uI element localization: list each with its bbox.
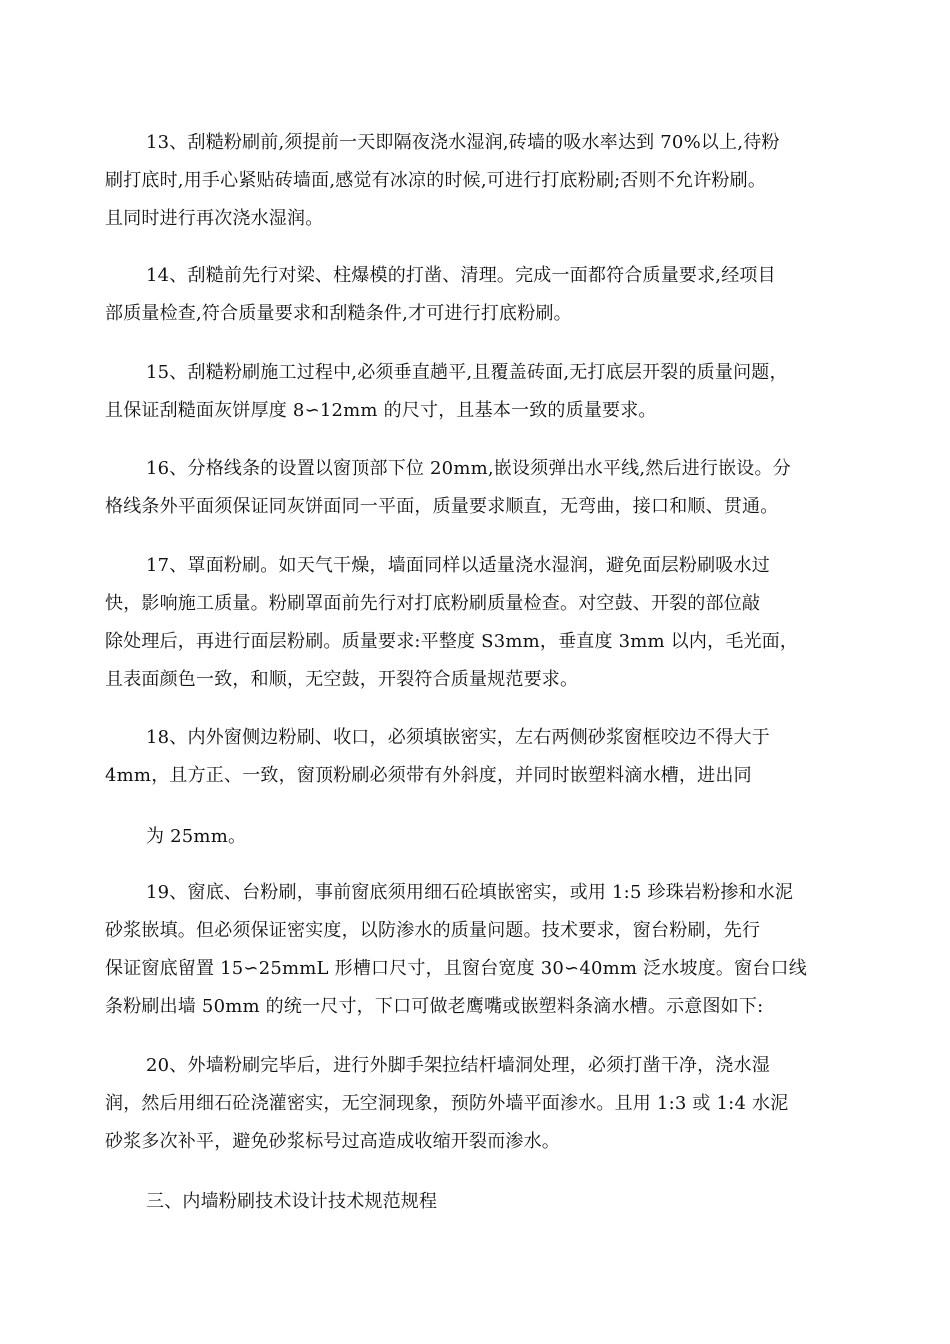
section-heading: 三、内墙粉刷技术设计技术规范规程: [146, 1191, 438, 1212]
paragraph-15-line-1: 15、刮糙粉刷施工过程中,必须垂直趟平,且覆盖砖面,无打底层开裂的质量问题，: [146, 362, 788, 383]
paragraph-19-line-1: 19、窗底、台粉刷，事前窗底须用细石砼填嵌密实，或用 1:5 珍珠岩粉掺和水泥: [146, 882, 794, 903]
paragraph-17-line-2: 快，影响施工质量。粉刷罩面前先行对打底粉刷质量检查。对空鼓、开裂的部位敲: [105, 593, 761, 614]
paragraph-20-line-3: 砂浆多次补平，避免砂浆标号过高造成收缩开裂而渗水。: [105, 1131, 560, 1152]
paragraph-19-line-3: 保证窗底留置 15∽25mmL 形槽口尺寸，且窗台宽度 30∽40mm 泛水坡度。窗台口线: [105, 958, 807, 979]
paragraph-16-line-2: 格线条外平面须保证同灰饼面同一平面，质量要求顺直，无弯曲，接口和顺、贯通。: [105, 496, 779, 517]
paragraph-14-line-2: 部质量检查,符合质量要求和刮糙条件,才可进行打底粉刷。: [105, 303, 572, 324]
paragraph-18-line-2: 4mm，且方正、一致，窗顶粉刷必须带有外斜度，并同时嵌塑料滴水槽，进出同: [105, 765, 752, 786]
paragraph-13-line-2: 刷打底时,用手心紧贴砖墙面,感觉有冰凉的时候,可进行打底粉刷;否则不允许粉刷。: [105, 170, 767, 191]
paragraph-15-line-2: 且保证刮糙面灰饼厚度 8∽12mm 的尺寸，且基本一致的质量要求。: [105, 400, 657, 421]
paragraph-16-line-1: 16、分格线条的设置以窗顶部下位 20mm,嵌设须弹出水平线,然后进行嵌设。分: [146, 458, 791, 479]
paragraph-17-line-1: 17、罩面粉刷。如天气干燥，墙面同样以适量浇水湿润，避免面层粉刷吸水过: [146, 555, 770, 576]
paragraph-17-line-4: 且表面颜色一致，和顺，无空鼓，开裂符合质量规范要求。: [105, 669, 579, 690]
paragraph-14-line-1: 14、刮糙前先行对梁、柱爆模的打凿、清理。完成一面都符合质量要求,经项目: [146, 265, 776, 286]
paragraph-17-line-3: 除处理后，再进行面层粉刷。质量要求:平整度 S3mm，垂直度 3mm 以内，毛光面，: [105, 631, 799, 652]
paragraph-13-line-1: 13、刮糙粉刷前,须提前一天即隔夜浇水湿润,砖墙的吸水率达到 70%以上,待粉: [146, 132, 780, 153]
paragraph-19-line-2: 砂浆嵌填。但必须保证密实度，以防渗水的质量问题。技术要求，窗台粉刷，先行: [105, 920, 761, 941]
paragraph-20-line-1: 20、外墙粉刷完毕后，进行外脚手架拉结杆墙洞处理，必须打凿干净，浇水湿: [146, 1055, 770, 1076]
paragraph-19-line-4: 条粉刷出墙 50mm 的统一尺寸，下口可做老鹰嘴或嵌塑料条滴水槽。示意图如下:: [105, 996, 764, 1017]
paragraph-18-line-3: 为 25mm。: [146, 826, 247, 847]
paragraph-18-line-1: 18、内外窗侧边粉刷、收口，必须填嵌密实，左右两侧砂浆窗框咬边不得大于: [146, 727, 770, 748]
paragraph-13-line-3: 且同时进行再次浇水湿润。: [105, 208, 324, 229]
paragraph-20-line-2: 润，然后用细石砼浇灌密实，无空洞现象，预防外墙平面渗水。且用 1:3 或 1:4 水泥: [105, 1093, 789, 1114]
